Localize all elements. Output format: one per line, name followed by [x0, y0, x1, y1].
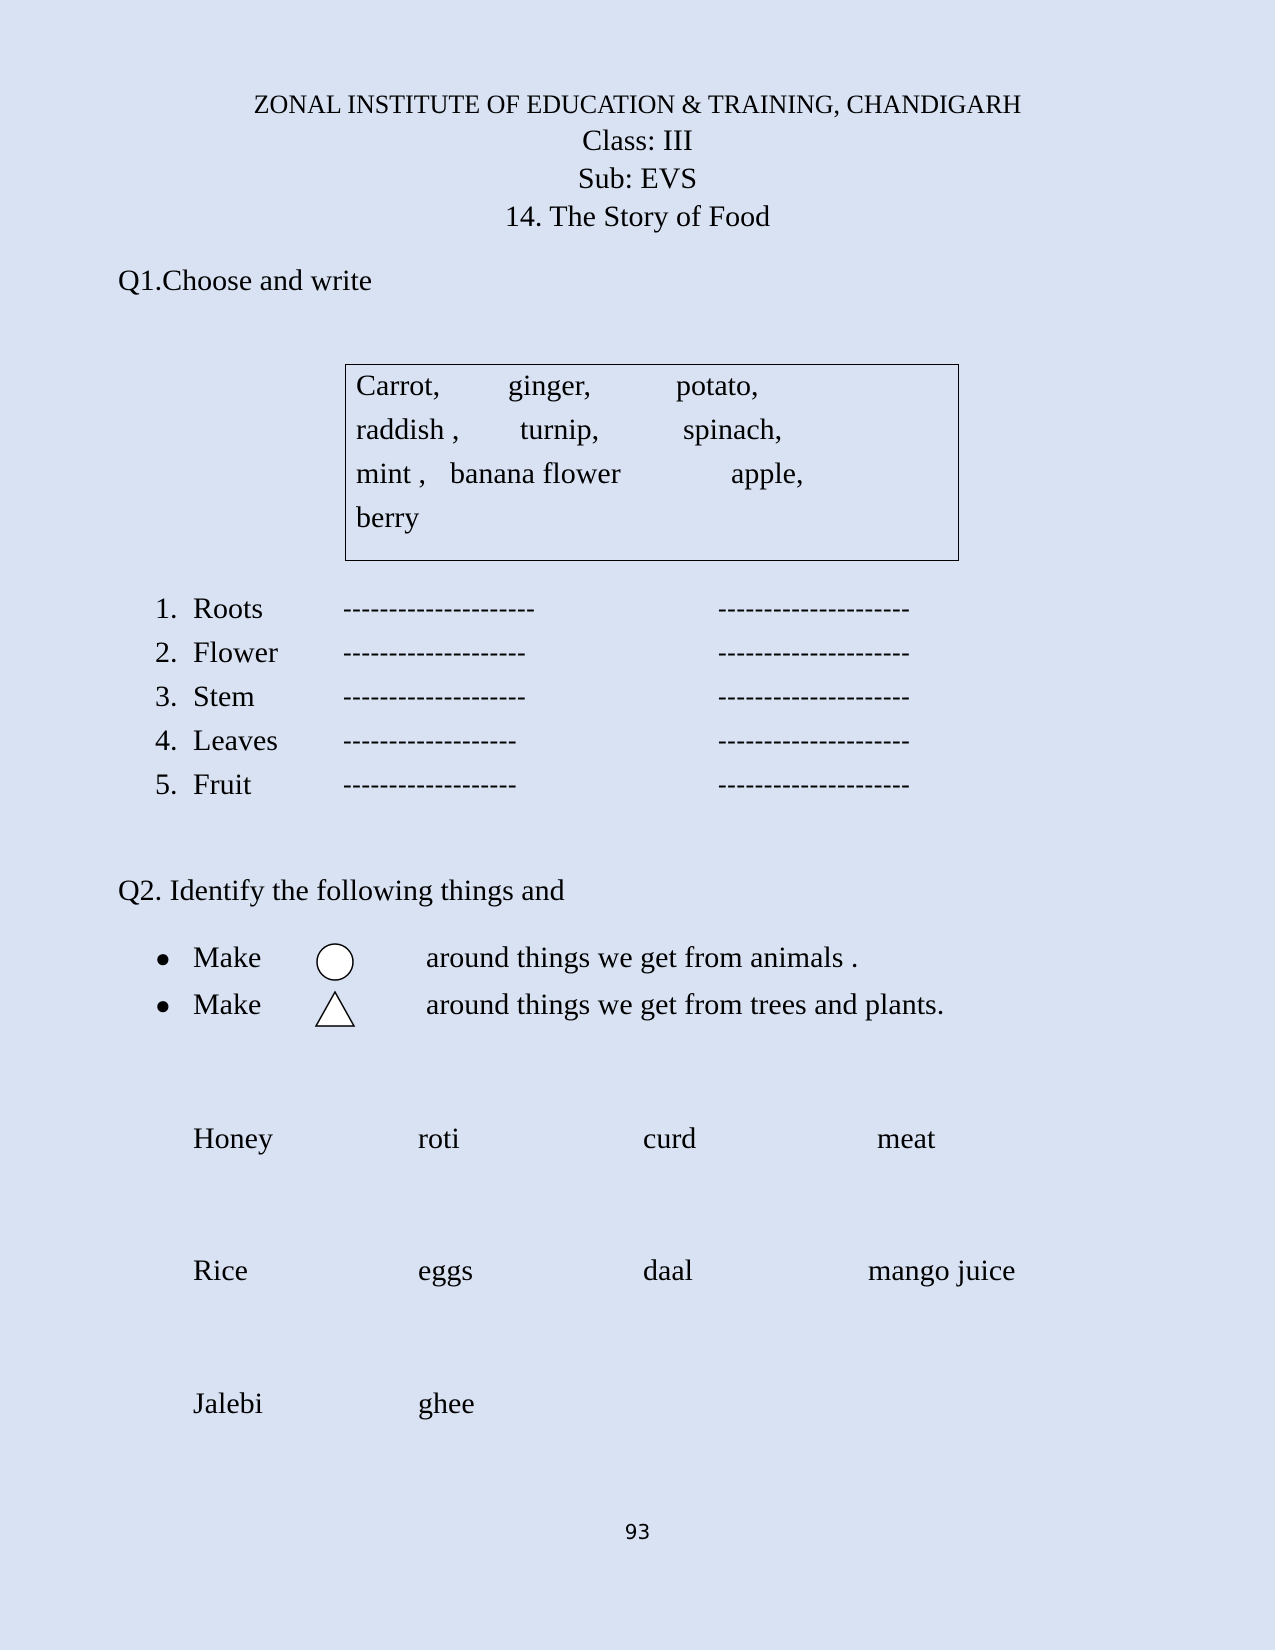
food-word[interactable]: eggs — [418, 1254, 473, 1287]
answer-blank[interactable]: --------------------- — [718, 594, 911, 623]
word-box-item: spinach, — [683, 413, 783, 446]
bullet-icon: ● — [155, 991, 171, 1020]
answer-blank[interactable]: -------------------- — [343, 638, 527, 667]
answer-blank[interactable]: --------------------- — [718, 638, 911, 667]
word-box-item: raddish , — [356, 413, 460, 446]
item-label-stem: Stem — [193, 680, 255, 713]
food-word[interactable]: Honey — [193, 1122, 273, 1155]
food-word[interactable]: Jalebi — [193, 1387, 263, 1420]
word-box-item: mint , — [356, 457, 427, 490]
item-number: 1. — [155, 592, 178, 625]
instruction-text-plants: around things we get from trees and plants. — [426, 988, 945, 1021]
chapter-title: 14. The Story of Food — [504, 200, 771, 233]
circle-icon — [315, 942, 355, 982]
bullet-icon: ● — [155, 944, 171, 973]
word-box-item: apple, — [731, 457, 804, 490]
food-word[interactable]: curd — [643, 1122, 697, 1155]
item-number: 5. — [155, 768, 178, 801]
food-word[interactable]: ghee — [418, 1387, 475, 1420]
item-label-roots: Roots — [193, 592, 264, 625]
item-label-fruit: Fruit — [193, 768, 252, 801]
food-word[interactable]: meat — [877, 1122, 936, 1155]
word-box-item: banana flower — [450, 457, 621, 490]
instruction-verb: Make — [193, 941, 262, 974]
word-box-item: Carrot, — [356, 369, 441, 402]
item-label-leaves: Leaves — [193, 724, 278, 757]
page-number: 93 — [624, 1520, 651, 1544]
word-box-item: potato, — [676, 369, 759, 402]
word-box — [345, 364, 959, 561]
instruction-text-animals: around things we get from animals . — [426, 941, 859, 974]
institute-name: ZONAL INSTITUTE OF EDUCATION & TRAINING, CHANDIGARH — [253, 90, 1022, 119]
word-box-item: ginger, — [508, 369, 591, 402]
word-box-item: berry — [356, 501, 420, 534]
item-number: 4. — [155, 724, 178, 757]
q1-title: Q1.Choose and write — [118, 264, 373, 297]
instruction-verb: Make — [193, 988, 262, 1021]
food-word[interactable]: Rice — [193, 1254, 248, 1287]
answer-blank[interactable]: ------------------- — [343, 726, 518, 755]
item-number: 3. — [155, 680, 178, 713]
answer-blank[interactable]: ------------------- — [343, 770, 518, 799]
food-word[interactable]: roti — [418, 1122, 460, 1155]
word-box-item: turnip, — [520, 413, 600, 446]
answer-blank[interactable]: --------------------- — [718, 682, 911, 711]
food-word[interactable]: mango juice — [868, 1254, 1016, 1287]
answer-blank[interactable]: --------------------- — [718, 770, 911, 799]
class-label: Class: III — [582, 124, 693, 157]
answer-blank[interactable]: --------------------- — [343, 594, 536, 623]
answer-blank[interactable]: --------------------- — [718, 726, 911, 755]
subject-label: Sub: EVS — [577, 162, 698, 195]
item-label-flower: Flower — [193, 636, 278, 669]
food-word[interactable]: daal — [643, 1254, 693, 1287]
answer-blank[interactable]: -------------------- — [343, 682, 527, 711]
triangle-icon — [314, 990, 356, 1028]
q2-title: Q2. Identify the following things and — [118, 874, 565, 907]
item-number: 2. — [155, 636, 178, 669]
